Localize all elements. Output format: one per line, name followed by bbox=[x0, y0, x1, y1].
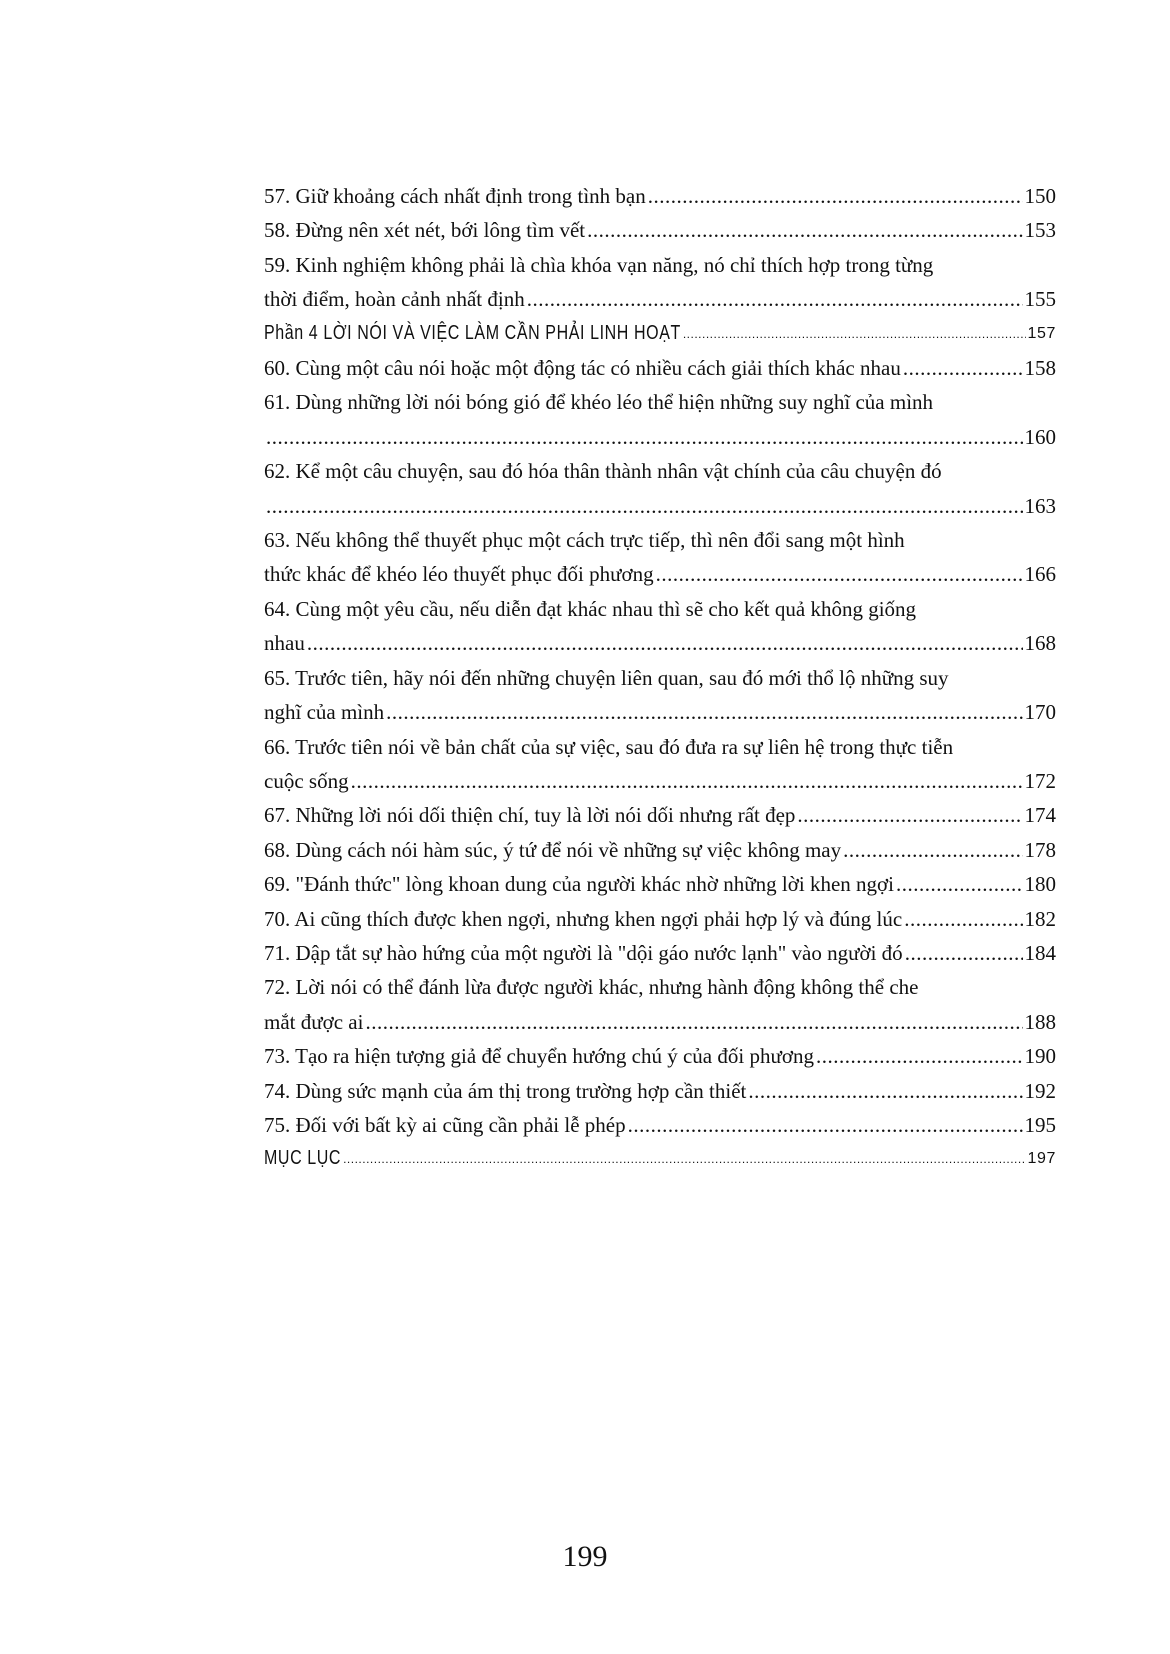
dot-leader bbox=[748, 1074, 1022, 1108]
dot-leader bbox=[903, 351, 1023, 385]
toc-entry-title: 75. Đối với bất kỳ ai cũng cần phải lễ phép bbox=[264, 1112, 626, 1137]
toc-entry bbox=[264, 248, 1056, 317]
toc-entry-line bbox=[264, 1108, 1056, 1142]
toc-entry-line bbox=[264, 626, 1056, 660]
toc-page-number: 197 bbox=[1027, 1150, 1056, 1168]
toc-entry-title: MỤC LỤC bbox=[264, 1148, 342, 1170]
dot-leader bbox=[905, 936, 1023, 970]
toc-entry-title: 68. Dùng cách nói hàm súc, ý tứ để nói về những sự việc không may bbox=[264, 837, 842, 862]
dot-leader bbox=[351, 764, 1023, 798]
toc-entry bbox=[264, 351, 1056, 385]
toc-page-number: 188 bbox=[1024, 1009, 1056, 1034]
toc-entry-text: 66. Trước tiên nói về bản chất của sự việc, sau đó đưa ra sự liên hệ trong thực tiễn bbox=[264, 734, 954, 759]
toc-entry-text: 64. Cùng một yêu cầu, nếu diễn đạt khác nhau thì sẽ cho kết quả không giống bbox=[264, 596, 917, 621]
toc-entry-title: 57. Giữ khoảng cách nhất định trong tình bạn bbox=[264, 184, 646, 208]
toc-entry-title: 58. Đừng nên xét nét, bới lông tìm vết bbox=[264, 218, 586, 243]
toc-entry-line bbox=[264, 764, 1056, 798]
toc-page-number: 172 bbox=[1024, 768, 1056, 793]
toc-page-number: 184 bbox=[1024, 940, 1056, 965]
toc-entry-text: 59. Kinh nghiệm không phải là chìa khóa vạn năng, nó chỉ thích hợp trong từng bbox=[264, 252, 934, 277]
toc-entry-line bbox=[264, 867, 1056, 901]
toc-entry-title: cuộc sống bbox=[264, 768, 349, 793]
toc-entry bbox=[264, 798, 1056, 832]
toc-entry-line bbox=[264, 833, 1056, 867]
toc-page-number: 155 bbox=[1024, 287, 1056, 312]
toc-page-number: 157 bbox=[1027, 324, 1056, 342]
toc-entry-title: Phần 4 LỜI NÓI VÀ VIỆC LÀM CẦN PHẢI LINH HOẠT bbox=[264, 322, 681, 344]
toc-entry bbox=[264, 730, 1056, 799]
toc-entry-line bbox=[264, 695, 1056, 729]
dot-leader bbox=[343, 1142, 1025, 1176]
toc-entry-title: thức khác để khéo léo thuyết phục đối phương bbox=[264, 562, 654, 587]
dot-leader bbox=[266, 489, 1023, 523]
toc-entry bbox=[264, 661, 1056, 730]
toc-entry-title: 74. Dùng sức mạnh của ám thị trong trường hợp cần thiết bbox=[264, 1078, 747, 1103]
toc-entry-line bbox=[264, 179, 1056, 213]
dot-leader bbox=[896, 867, 1023, 901]
toc-page-number: 182 bbox=[1024, 906, 1056, 931]
toc-entry-text: 63. Nếu không thể thuyết phục một cách trực tiếp, thì nên đổi sang một hình bbox=[264, 528, 905, 553]
toc-entry-line bbox=[264, 351, 1056, 385]
dot-leader bbox=[628, 1108, 1023, 1142]
toc-page-number: 168 bbox=[1024, 631, 1056, 656]
toc-entry-line bbox=[264, 317, 1056, 351]
page-number: 199 bbox=[562, 1540, 608, 1573]
toc-entry-title: 60. Cùng một câu nói hoặc một động tác có nhiều cách giải thích khác nhau bbox=[264, 356, 901, 381]
toc-entry bbox=[264, 592, 1056, 661]
toc-entry bbox=[264, 867, 1056, 901]
toc-entry-title: 70. Ai cũng thích được khen ngợi, nhưng khen ngợi phải hợp lý và đúng lúc bbox=[264, 906, 903, 931]
toc-entry-line bbox=[264, 282, 1056, 316]
toc-page-number: 195 bbox=[1024, 1112, 1056, 1137]
toc-entry-title: 73. Tạo ra hiện tượng giả để chuyển hướng chú ý của đối phương bbox=[264, 1044, 814, 1069]
toc-entry-text: 65. Trước tiên, hãy nói đến những chuyện liên quan, sau đó mới thổ lộ những suy bbox=[264, 665, 949, 690]
toc-entry bbox=[264, 1108, 1056, 1142]
toc-entry bbox=[264, 1074, 1056, 1108]
dot-leader bbox=[648, 179, 1023, 213]
toc-section-heading bbox=[264, 317, 1056, 351]
toc-page-number: 166 bbox=[1024, 562, 1056, 587]
toc-entry-title: 71. Dập tắt sự hào hứng của một người là "dội gáo nước lạnh" vào người đó bbox=[264, 940, 903, 965]
toc-entry-line bbox=[264, 936, 1056, 970]
toc-entry-text: 61. Dùng những lời nói bóng gió để khéo léo thể hiện những suy nghĩ của mình bbox=[264, 390, 934, 415]
toc-entry-title: thời điểm, hoàn cảnh nhất định bbox=[264, 287, 525, 312]
dot-leader bbox=[307, 626, 1023, 660]
dot-leader bbox=[843, 833, 1022, 867]
dot-leader bbox=[683, 317, 1026, 351]
dot-leader bbox=[527, 282, 1023, 316]
toc-entry-title: 69. "Đánh thức" lòng khoan dung của người khác nhờ những lời khen ngợi bbox=[264, 872, 894, 897]
toc-entry bbox=[264, 213, 1056, 247]
dot-leader bbox=[797, 798, 1022, 832]
toc-page-number: 174 bbox=[1024, 803, 1056, 828]
toc-page-number: 160 bbox=[1024, 424, 1056, 449]
toc-entry-title: mắt được ai bbox=[264, 1009, 364, 1034]
toc-page-number: 158 bbox=[1024, 356, 1056, 381]
toc-entry-text: 72. Lời nói có thể đánh lừa được người khác, nhưng hành động không thể che bbox=[264, 975, 919, 1000]
toc-entry bbox=[264, 523, 1056, 592]
toc-page-number: 163 bbox=[1024, 493, 1056, 518]
dot-leader bbox=[386, 695, 1022, 729]
toc-entry-line bbox=[264, 489, 1056, 523]
toc-entry-title: 67. Những lời nói dối thiện chí, tuy là lời nói dối nhưng rất đẹp bbox=[264, 803, 796, 828]
toc-entry bbox=[264, 385, 1056, 454]
toc-entry-line bbox=[264, 1039, 1056, 1073]
toc-entry bbox=[264, 1039, 1056, 1073]
toc-entry bbox=[264, 179, 1056, 213]
toc-entry-line bbox=[264, 420, 1056, 454]
toc-entry-line bbox=[264, 213, 1056, 247]
toc-entry bbox=[264, 970, 1056, 1039]
dot-leader bbox=[365, 1005, 1022, 1039]
toc-page-number: 150 bbox=[1024, 184, 1056, 208]
dot-leader bbox=[904, 902, 1022, 936]
toc-page-number: 180 bbox=[1024, 872, 1056, 897]
toc-page-number: 178 bbox=[1024, 837, 1056, 862]
toc-entry-title: nhau bbox=[264, 631, 305, 656]
toc-entry-line bbox=[264, 1142, 1056, 1176]
toc-entry-line bbox=[264, 557, 1056, 591]
dot-leader bbox=[266, 420, 1023, 454]
toc-entry bbox=[264, 936, 1056, 970]
toc-entry-title: nghĩ của mình bbox=[264, 700, 385, 725]
toc-contents-entry bbox=[264, 1142, 1056, 1176]
toc-entry bbox=[264, 833, 1056, 867]
toc-entry-line bbox=[264, 902, 1056, 936]
dot-leader bbox=[587, 213, 1022, 247]
toc-entry-line bbox=[264, 1005, 1056, 1039]
toc-entry bbox=[264, 902, 1056, 936]
toc-entry bbox=[264, 454, 1056, 523]
toc-page-number: 192 bbox=[1024, 1078, 1056, 1103]
dot-leader bbox=[816, 1039, 1023, 1073]
toc-page-number: 190 bbox=[1024, 1044, 1056, 1069]
toc-entry-line bbox=[264, 1074, 1056, 1108]
toc-entry-text: 62. Kể một câu chuyện, sau đó hóa thân thành nhân vật chính của câu chuyện đó bbox=[264, 459, 942, 484]
toc-page-number: 170 bbox=[1024, 700, 1056, 725]
toc-entry-line bbox=[264, 798, 1056, 832]
toc-page-number: 153 bbox=[1024, 218, 1056, 243]
table-of-contents bbox=[264, 179, 1056, 1177]
dot-leader bbox=[656, 557, 1023, 591]
